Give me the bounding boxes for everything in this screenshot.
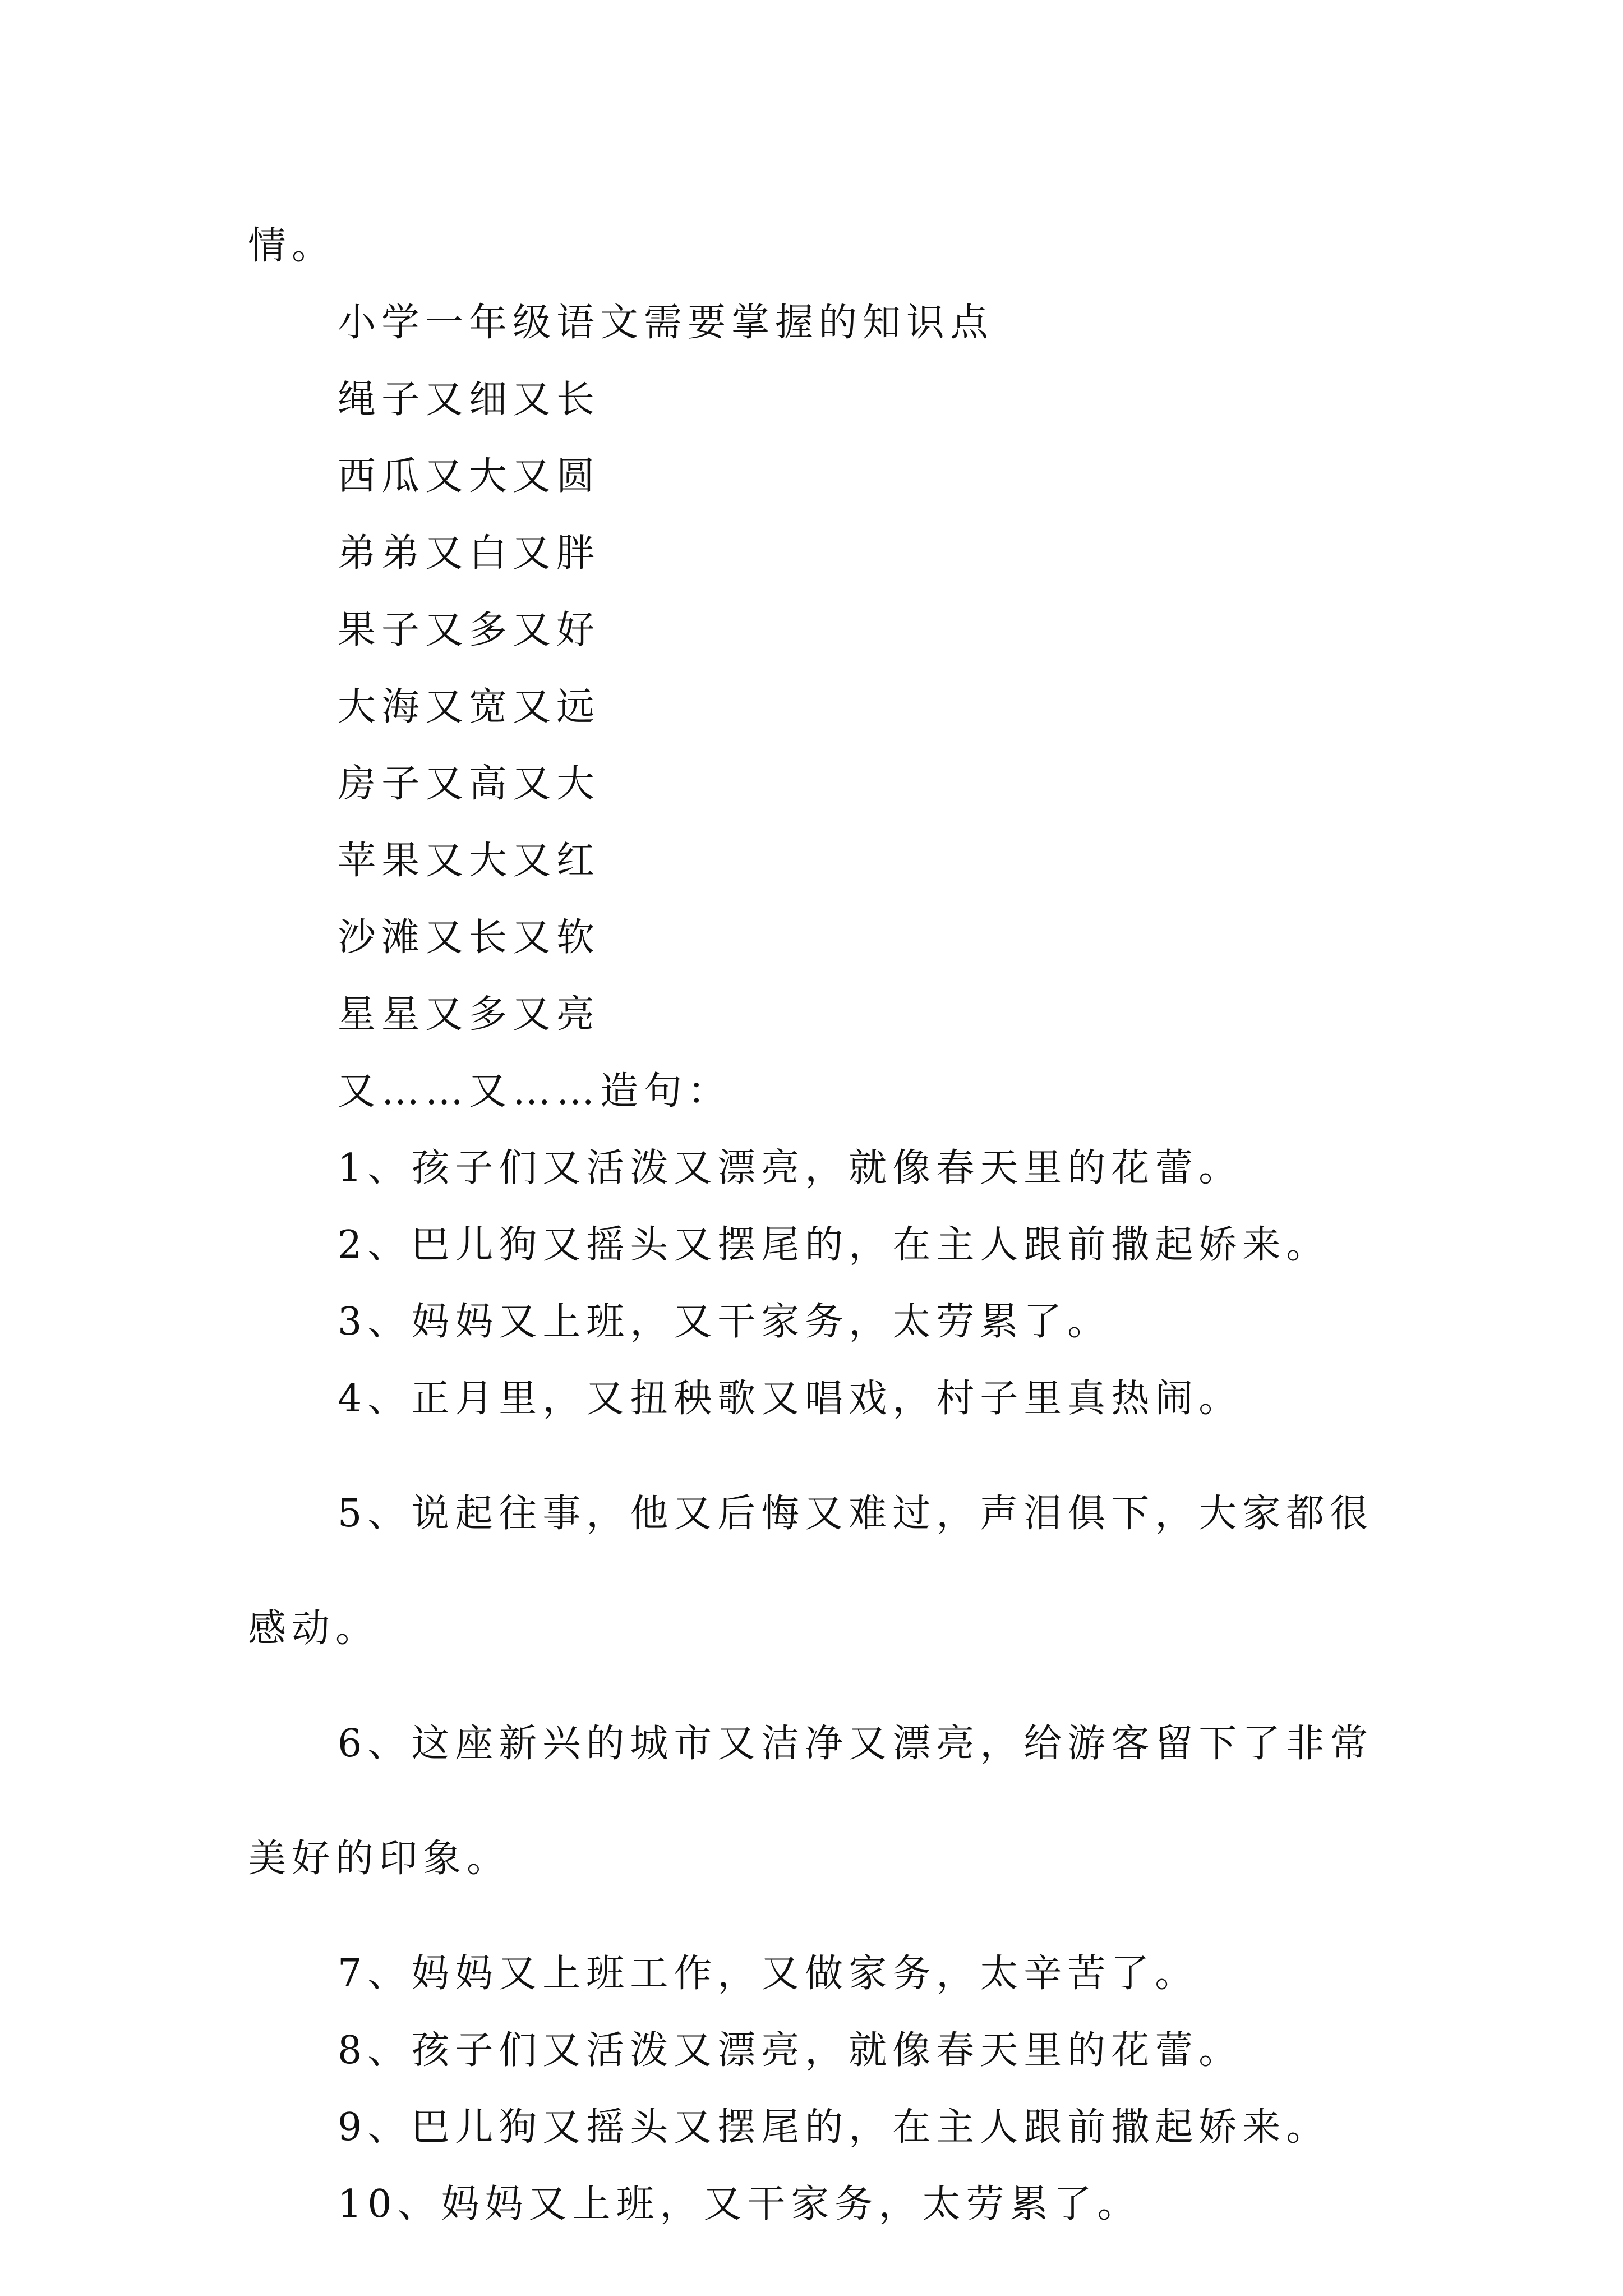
phrase-item: 果子又多又好: [338, 608, 601, 652]
example-sentence: 4、正月里，又扭秧歌又唱戏，村子里真热闹。: [338, 1377, 1243, 1421]
example-sentence: 8、孩子们又活泼又漂亮，就像春天里的花蕾。: [338, 2028, 1243, 2073]
section-heading: 小学一年级语文需要掌握的知识点: [338, 301, 994, 345]
example-sentence: 2、巴儿狗又摇头又摆尾的，在主人跟前撒起娇来。: [338, 1223, 1330, 1267]
example-sentence: 1、孩子们又活泼又漂亮，就像春天里的花蕾。: [338, 1146, 1243, 1190]
continued-paragraph-end: 情。: [248, 224, 336, 268]
pattern-title: 又……又……造句：: [338, 1069, 732, 1114]
phrase-item: 沙滩又长又软: [338, 915, 601, 960]
example-sentence: 3、妈妈又上班，又干家务，太劳累了。: [338, 1300, 1112, 1344]
phrase-list: [248, 361, 1386, 1053]
phrase-item: 苹果又大又红: [338, 839, 601, 883]
example-sentence: [248, 1705, 1386, 1897]
example-sentence: 10、妈妈又上班，又干家务，太劳累了。: [338, 2182, 1141, 2226]
phrase-item: 绳子又细又长: [338, 378, 601, 422]
example-sentence: 7、妈妈又上班工作，又做家务，太辛苦了。: [338, 1952, 1199, 1996]
phrase-item: 星星又多又亮: [338, 992, 601, 1037]
example-sentence: [248, 1475, 1386, 1667]
example-sentence-line: 感动。: [248, 1607, 380, 1651]
phrase-item: 弟弟又白又胖: [338, 531, 601, 576]
phrase-item: 西瓜又大又圆: [338, 454, 601, 499]
phrase-item: 大海又宽又远: [338, 685, 601, 729]
example-sentence-line: 6、这座新兴的城市又洁净又漂亮，给游客留下了非常: [338, 1722, 1374, 1766]
phrase-item: 房子又高又大: [338, 762, 601, 806]
example-sentence-list: [248, 1130, 1386, 2243]
example-sentence-line: 美好的印象。: [248, 1837, 511, 1881]
example-sentence-line: 5、说起往事，他又后悔又难过，声泪俱下，大家都很: [338, 1492, 1374, 1536]
document-body: [248, 208, 1386, 2243]
example-sentence: 9、巴儿狗又摇头又摆尾的，在主人跟前撒起娇来。: [338, 2105, 1330, 2150]
